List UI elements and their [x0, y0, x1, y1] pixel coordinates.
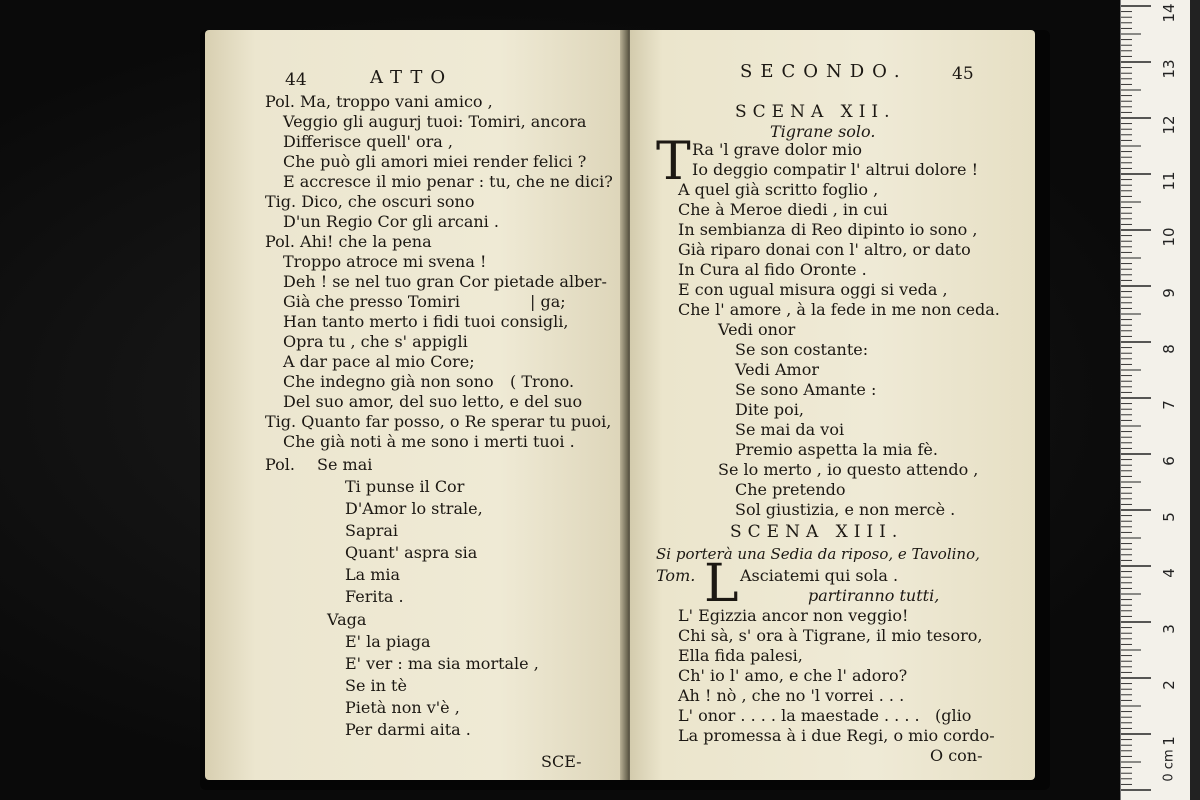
- text-line: Del suo amor, del suo letto, e del suo: [283, 392, 583, 411]
- text-line: Ra 'l grave dolor mio: [692, 140, 862, 159]
- text-line: Dite poi,: [735, 400, 805, 419]
- ruler-number: 14: [1160, 3, 1178, 23]
- text-line: Pol. Ma, troppo vani amico ,: [265, 92, 493, 111]
- text-line: Vaga: [327, 610, 367, 629]
- ruler-number: 3: [1160, 624, 1178, 634]
- text-line: Che à Meroe diedi , in cui: [678, 200, 888, 219]
- ruler-unit-label: 0 cm: [1161, 749, 1177, 782]
- ruler-number: 13: [1160, 59, 1178, 79]
- ruler-number: 10: [1160, 227, 1178, 247]
- catchword: SCE-: [541, 752, 582, 771]
- text-line: E' la piaga: [345, 632, 431, 651]
- ruler-number: 11: [1160, 171, 1178, 191]
- text-line: Saprai: [345, 521, 399, 540]
- ruler-number: 5: [1160, 512, 1178, 522]
- ruler-number: 2: [1160, 680, 1178, 690]
- stage-direction: Tigrane solo.: [770, 122, 876, 141]
- ruler-number: 9: [1160, 288, 1178, 298]
- stage-direction: Si porterà una Sedia da riposo, e Tavolino,: [656, 545, 980, 563]
- text-line: Chi sà, s' ora à Tigrane, il mio tesoro,: [678, 626, 983, 645]
- text-line: Premio aspetta la mia fè.: [735, 440, 938, 459]
- text-line: Tig. Quanto far posso, o Re sperar tu puoi,: [265, 412, 612, 431]
- text-line: Che indegno già non sono: [283, 372, 494, 391]
- text-line: La promessa à i due Regi, o mio cordo-: [678, 726, 995, 745]
- text-line: Sol giustizia, e non mercè .: [735, 500, 956, 519]
- text-line: Deh ! se nel tuo gran Cor pietade alber-: [283, 272, 607, 291]
- text-line: Se mai: [317, 455, 373, 474]
- right-page: [630, 30, 1035, 780]
- ruler-number: 4: [1160, 568, 1178, 578]
- ruler-number: 1: [1160, 736, 1178, 746]
- text-line: Pol. Ahi! che la pena: [265, 232, 432, 251]
- text-line: Che l' amore , à la fede in me non ceda.: [678, 300, 1000, 319]
- text-line: La mia: [345, 565, 401, 584]
- text-line: Già che presso Tomiri: [283, 292, 460, 311]
- stage-direction: partiranno tutti,: [808, 586, 940, 605]
- text-line: Per darmi aita .: [345, 720, 471, 739]
- left-running-head: ATTO: [370, 67, 454, 88]
- text-line: Se son costante:: [735, 340, 869, 359]
- text-line: Ella fida palesi,: [678, 646, 803, 665]
- text-line: Opra tu , che s' appigli: [283, 332, 468, 351]
- text-line: Che pretendo: [735, 480, 846, 499]
- ruler-number: 12: [1160, 115, 1178, 135]
- drop-capital: L: [704, 554, 739, 614]
- text-line: E' ver : ma sia mortale ,: [345, 654, 539, 673]
- text-line: Ti punse il Cor: [345, 477, 465, 496]
- speaker-label: Pol.: [265, 455, 295, 474]
- ruler-number: 8: [1160, 344, 1178, 354]
- text-line: Asciatemi qui sola .: [740, 566, 899, 585]
- text-line: Se lo merto , io questo attendo ,: [718, 460, 979, 479]
- left-page: [205, 30, 625, 780]
- text-line: Troppo atroce mi svena !: [283, 252, 487, 271]
- text-line: In Cura al fido Oronte .: [678, 260, 867, 279]
- left-page-number: 44: [285, 70, 307, 90]
- text-line: A dar pace al mio Core;: [283, 352, 475, 371]
- text-line: Differisce quell' ora ,: [283, 132, 453, 151]
- text-line: L' onor . . . . la maestade . . . .: [678, 706, 920, 725]
- text-line: A quel già scritto foglio ,: [678, 180, 879, 199]
- ruler-ticks: [1121, 0, 1191, 800]
- drop-capital: T: [656, 132, 691, 192]
- text-line: Che può gli amori miei render felici ?: [283, 152, 587, 171]
- text-line: Veggio gli augurj tuoi: Tomiri, ancora: [283, 112, 587, 131]
- text-line: Vedi onor: [718, 320, 796, 339]
- ruler-number: 7: [1160, 400, 1178, 410]
- text-line: Han tanto merto i fidi tuoi consigli,: [283, 312, 569, 331]
- right-running-head: SECONDO.: [740, 61, 908, 82]
- text-line: Ferita .: [345, 587, 404, 606]
- ruler-edge: [1190, 0, 1200, 800]
- text-line-turnover: ( Trono.: [510, 372, 575, 391]
- text-line: Già riparo donai con l' altro, or dato: [678, 240, 971, 259]
- speaker-label: Tom.: [656, 566, 696, 585]
- text-line: Io deggio compatir l' altrui dolore !: [692, 160, 978, 179]
- text-line: In sembianza di Reo dipinto io sono ,: [678, 220, 978, 239]
- text-line: Tig. Dico, che oscuri sono: [265, 192, 475, 211]
- text-line: Se mai da voi: [735, 420, 845, 439]
- text-line: Quant' aspra sia: [345, 543, 478, 562]
- scene-title: SCENA XII.: [735, 102, 896, 122]
- text-line: Ah ! nò , che no 'l vorrei . . .: [678, 686, 905, 705]
- text-line: Se sono Amante :: [735, 380, 877, 399]
- text-line: E con ugual misura oggi si veda ,: [678, 280, 948, 299]
- text-line-turnover: | ga;: [530, 292, 566, 311]
- scale-ruler: [1120, 0, 1191, 800]
- catchword: O con-: [930, 746, 983, 765]
- text-line: D'Amor lo strale,: [345, 499, 483, 518]
- text-line: Pietà non v'è ,: [345, 698, 460, 717]
- scene-title: SCENA XIII.: [730, 522, 904, 542]
- text-line: L' Egizzia ancor non veggio!: [678, 606, 909, 625]
- text-line: E accresce il mio penar : tu, che ne dici?: [283, 172, 613, 191]
- ruler-number: 6: [1160, 456, 1178, 466]
- text-line: Che già noti à me sono i merti tuoi .: [283, 432, 575, 451]
- text-line: Ch' io l' amo, e che l' adoro?: [678, 666, 908, 685]
- text-line-turnover: (glio: [935, 706, 972, 725]
- text-line: D'un Regio Cor gli arcani .: [283, 212, 499, 231]
- right-page-number: 45: [952, 64, 974, 84]
- text-line: Se in tè: [345, 676, 407, 695]
- text-line: Vedi Amor: [735, 360, 820, 379]
